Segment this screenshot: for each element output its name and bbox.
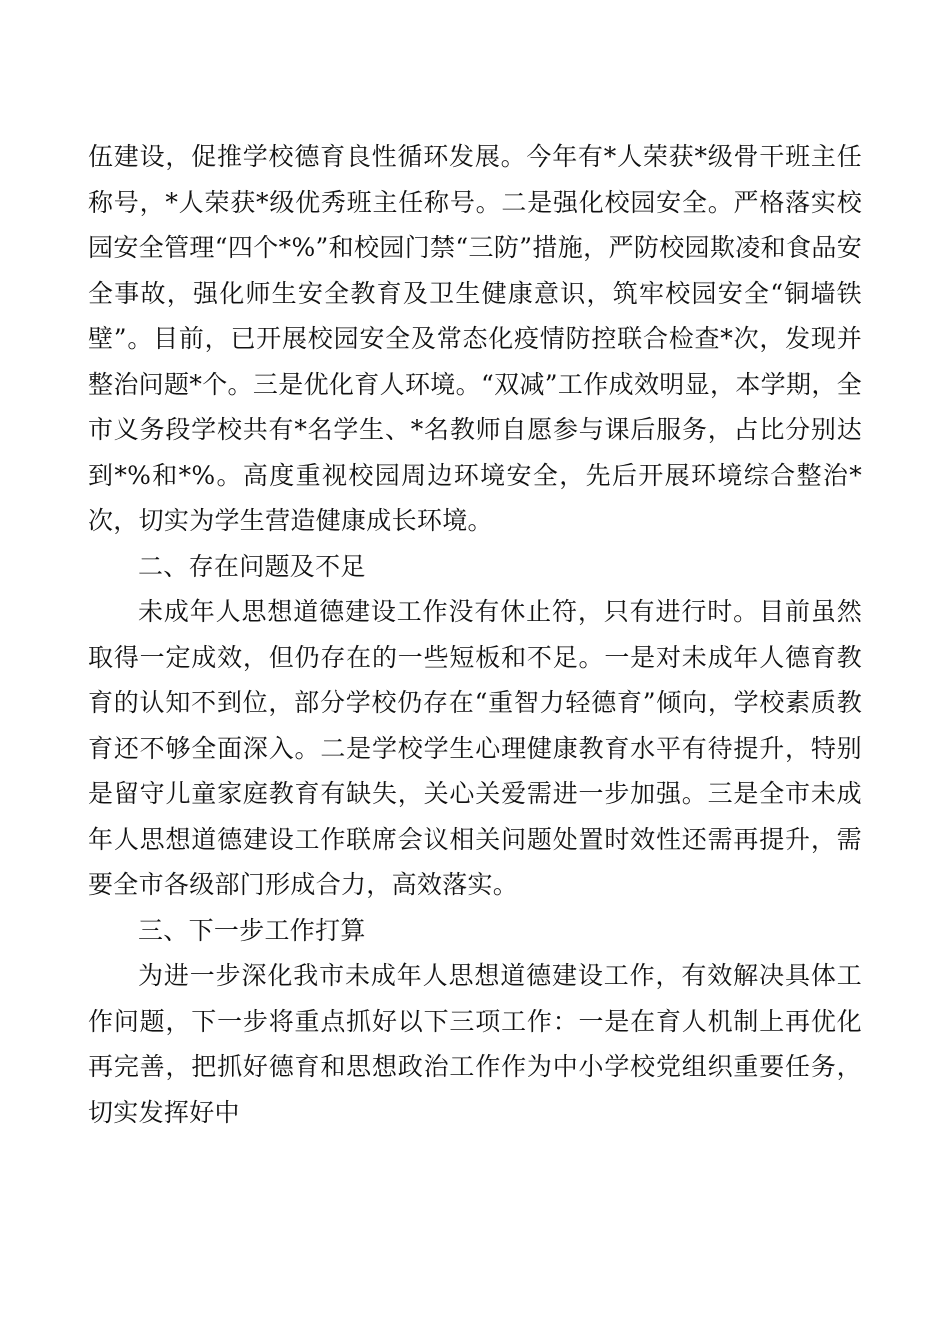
section-heading-next-steps: 三、下一步工作打算	[138, 915, 366, 945]
paragraph-school-safety-environment: 伍建设，促推学校德育良性循环发展。今年有*人荣获*级骨干班主任称号，*人荣获*级优秀班主任称号。二是强化校园安全。严格落实校园安全管理“四个*%”和校园门禁“三防”措施，严防校园欺凌和食品安全事故，强化师生安全教育及卫生健康意识，筑牢校园安全“铜墙铁壁”。目前，已开展校园安全及常态化疫情防控联合检查*次，发现并整治问题*个。三是优化育人环境。“双减”工作成效明显，本学期，全市义务段学校共有*名学生、*名教师自愿参与课后服务，占比分别达到*%和*%。高度重视校园周边环境安全，先后开展环境综合整治*次，切实为学生营造健康成长环境。	[88, 142, 862, 535]
paragraph-next-steps: 为进一步深化我市未成年人思想道德建设工作，有效解决具体工作问题，下一步将重点抓好以下三项工作：一是在育人机制上再优化再完善，把抓好德育和思想政治工作作为中小学校党组织重要任务，切实发挥好中	[88, 961, 862, 1127]
section-heading-problems: 二、存在问题及不足	[138, 551, 366, 581]
document-page	[88, 134, 862, 1135]
paragraph-problems-shortcomings: 未成年人思想道德建设工作没有休止符，只有进行时。目前虽然取得一定成效，但仍存在的一些短板和不足。一是对未成年人德育教育的认知不到位，部分学校仍存在“重智力轻德育”倾向，学校素质教育还不够全面深入。二是学校学生心理健康教育水平有待提升，特别是留守儿童家庭教育有缺失，关心关爱需进一步加强。三是全市未成年人思想道德建设工作联席会议相关问题处置时效性还需再提升，需要全市各级部门形成合力，高效落实。	[88, 597, 862, 899]
